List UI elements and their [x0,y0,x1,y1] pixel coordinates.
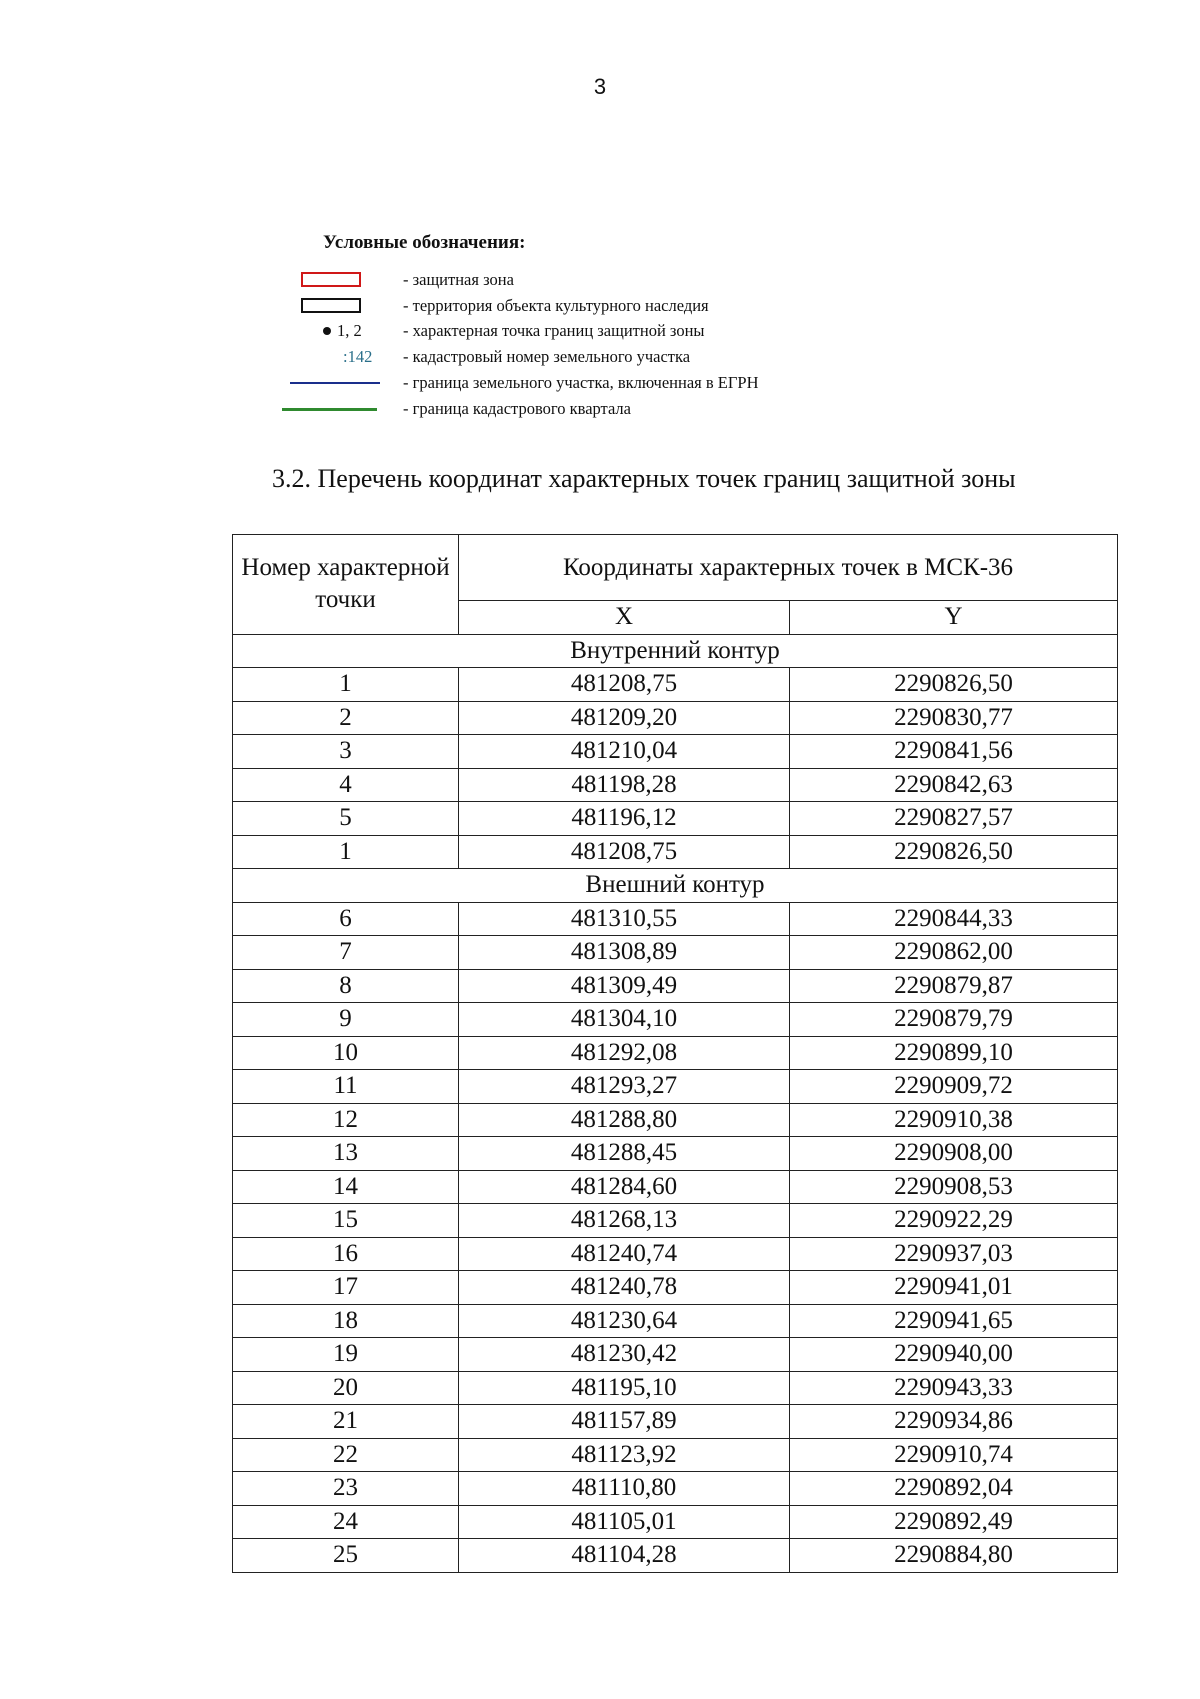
y-coordinate-cell: 2290879,87 [790,969,1118,1003]
y-coordinate-cell: 2290892,04 [790,1472,1118,1506]
y-coordinate-cell: 2290826,50 [790,668,1118,702]
legend-desc: - защитная зона [403,270,514,289]
point-number-cell: 22 [233,1438,459,1472]
point-label: 1, 2 [337,321,362,340]
point-number-cell: 1 [233,835,459,869]
x-coordinate-cell: 481284,60 [459,1170,790,1204]
x-coordinate-cell: 481240,74 [459,1237,790,1271]
y-coordinate-cell: 2290909,72 [790,1070,1118,1104]
point-number-cell: 13 [233,1137,459,1171]
y-coordinate-cell: 2290943,33 [790,1371,1118,1405]
point-icon [323,327,331,335]
point-number-cell: 3 [233,735,459,769]
legend-title: Условные обозначения: [323,232,526,253]
table-row [233,969,1118,1003]
table-row [233,802,1118,836]
section-title: 3.2. Перечень координат характерных точек границ защитной зоны [272,464,1016,493]
y-coordinate-cell: 2290908,53 [790,1170,1118,1204]
table-row [233,1170,1118,1204]
y-coordinate-cell: 2290941,01 [790,1271,1118,1305]
x-coordinate-cell: 481195,10 [459,1371,790,1405]
point-number-cell: 15 [233,1204,459,1238]
x-coordinate-cell: 481196,12 [459,802,790,836]
legend-item-parcel-boundary [270,372,890,394]
point-number-cell: 14 [233,1170,459,1204]
point-number-cell: 19 [233,1338,459,1372]
legend-desc: - граница земельного участка, включенная в ЕГРН [403,373,759,392]
contour-label: Внутренний контур [233,634,1118,668]
x-coordinate-cell: 481308,89 [459,936,790,970]
contour-label: Внешний контур [233,869,1118,903]
header-x: X [459,601,790,635]
y-coordinate-cell: 2290922,29 [790,1204,1118,1238]
legend-desc: - граница кадастрового квартала [403,399,631,418]
table-row [233,1237,1118,1271]
x-coordinate-cell: 481105,01 [459,1505,790,1539]
legend-item-cadastral-number [270,346,890,368]
table-row [233,1103,1118,1137]
table-body [233,634,1118,1572]
legend-desc: - кадастровый номер земельного участка [403,347,691,366]
point-number-cell: 16 [233,1237,459,1271]
point-number-cell: 18 [233,1304,459,1338]
table-row [233,1438,1118,1472]
y-coordinate-cell: 2290910,38 [790,1103,1118,1137]
table-row [233,1204,1118,1238]
point-number-cell: 1 [233,668,459,702]
table-row [233,936,1118,970]
point-number-cell: 25 [233,1539,459,1573]
table-row [233,1371,1118,1405]
table-row [233,1271,1118,1305]
point-number-cell: 6 [233,902,459,936]
y-coordinate-cell: 2290842,63 [790,768,1118,802]
section-row [233,869,1118,903]
y-coordinate-cell: 2290892,49 [790,1505,1118,1539]
y-coordinate-cell: 2290862,00 [790,936,1118,970]
x-coordinate-cell: 481268,13 [459,1204,790,1238]
point-number-cell: 2 [233,701,459,735]
header-coordinates: Координаты характерных точек в МСК-36 [459,535,1118,601]
x-coordinate-cell: 481104,28 [459,1539,790,1573]
table-row [233,902,1118,936]
point-number-cell: 12 [233,1103,459,1137]
y-coordinate-cell: 2290884,80 [790,1539,1118,1573]
legend-desc: - территория объекта культурного наследия [403,296,709,315]
table-row [233,1070,1118,1104]
table-row [233,1003,1118,1037]
x-coordinate-cell: 481110,80 [459,1472,790,1506]
y-coordinate-cell: 2290844,33 [790,902,1118,936]
table-row [233,1036,1118,1070]
point-number-cell: 7 [233,936,459,970]
header-y: Y [790,601,1118,635]
legend-item-point [270,320,890,342]
y-coordinate-cell: 2290830,77 [790,701,1118,735]
table-row [233,1505,1118,1539]
y-coordinate-cell: 2290908,00 [790,1137,1118,1171]
y-coordinate-cell: 2290934,86 [790,1405,1118,1439]
point-number-cell: 24 [233,1505,459,1539]
red-rectangle-icon [301,272,361,287]
x-coordinate-cell: 481208,75 [459,668,790,702]
x-coordinate-cell: 481210,04 [459,735,790,769]
black-rectangle-icon [301,298,361,313]
y-coordinate-cell: 2290937,03 [790,1237,1118,1271]
blue-line-icon [290,382,380,384]
point-number-cell: 4 [233,768,459,802]
y-coordinate-cell: 2290940,00 [790,1338,1118,1372]
x-coordinate-cell: 481304,10 [459,1003,790,1037]
section-row [233,634,1118,668]
table-row [233,668,1118,702]
x-coordinate-cell: 481288,45 [459,1137,790,1171]
legend-desc: - характерная точка границ защитной зоны [403,321,705,340]
point-number-cell: 20 [233,1371,459,1405]
point-number-cell: 23 [233,1472,459,1506]
table-row [233,768,1118,802]
table-row [233,1405,1118,1439]
x-coordinate-cell: 481209,20 [459,701,790,735]
header-point-number: Номер характерной точки [233,535,459,635]
x-coordinate-cell: 481292,08 [459,1036,790,1070]
y-coordinate-cell: 2290841,56 [790,735,1118,769]
x-coordinate-cell: 481198,28 [459,768,790,802]
table-row [233,701,1118,735]
coordinates-table [232,534,1118,1573]
page-number: 3 [593,74,607,99]
y-coordinate-cell: 2290826,50 [790,835,1118,869]
y-coordinate-cell: 2290941,65 [790,1304,1118,1338]
x-coordinate-cell: 481230,42 [459,1338,790,1372]
point-number-cell: 21 [233,1405,459,1439]
point-number-cell: 11 [233,1070,459,1104]
x-coordinate-cell: 481208,75 [459,835,790,869]
table-row [233,1472,1118,1506]
y-coordinate-cell: 2290879,79 [790,1003,1118,1037]
table-row [233,1539,1118,1573]
y-coordinate-cell: 2290910,74 [790,1438,1118,1472]
x-coordinate-cell: 481230,64 [459,1304,790,1338]
table-row [233,1137,1118,1171]
x-coordinate-cell: 481288,80 [459,1103,790,1137]
green-line-icon [282,408,377,411]
x-coordinate-cell: 481240,78 [459,1271,790,1305]
point-number-cell: 5 [233,802,459,836]
table-row [233,1338,1118,1372]
legend-item-quarter-boundary [270,398,890,420]
y-coordinate-cell: 2290827,57 [790,802,1118,836]
legend-item-heritage-territory [270,295,890,317]
point-number-cell: 10 [233,1036,459,1070]
x-coordinate-cell: 481123,92 [459,1438,790,1472]
point-number-cell: 9 [233,1003,459,1037]
x-coordinate-cell: 481293,27 [459,1070,790,1104]
x-coordinate-cell: 481310,55 [459,902,790,936]
table-row [233,835,1118,869]
cadastral-number-label: :142 [343,347,373,366]
point-number-cell: 17 [233,1271,459,1305]
table-row [233,1304,1118,1338]
point-number-cell: 8 [233,969,459,1003]
table-row [233,735,1118,769]
y-coordinate-cell: 2290899,10 [790,1036,1118,1070]
x-coordinate-cell: 481157,89 [459,1405,790,1439]
x-coordinate-cell: 481309,49 [459,969,790,1003]
legend-item-protective-zone [270,269,890,291]
